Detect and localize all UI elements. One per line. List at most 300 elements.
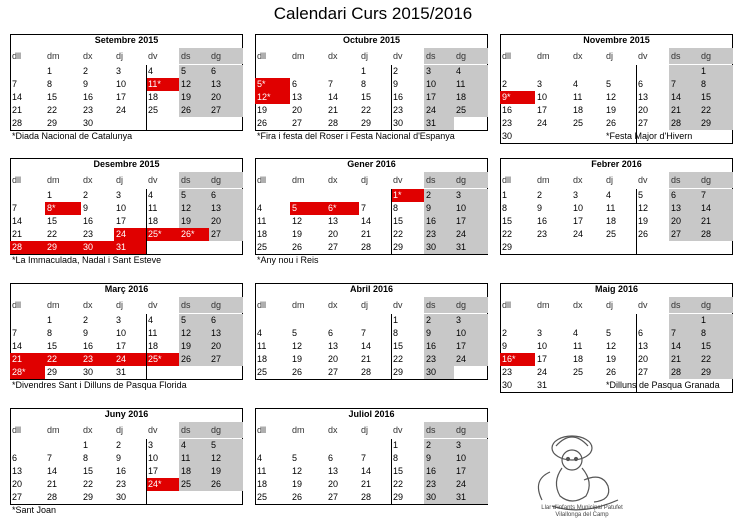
day-cell [179,366,209,379]
weekday-header: dm [47,51,60,61]
weekday-header: ds [669,48,699,64]
day-cell [326,439,359,452]
day-cell: 15 [83,466,94,476]
day-cell: 7 [12,203,18,213]
day-cell: 15 [393,216,404,226]
month-name: Març 2016 [104,284,149,294]
day-cell: 22 [393,479,404,489]
day-cell: 4 [148,66,154,76]
day-cell: 12 [606,341,617,351]
day-cell [209,117,243,130]
day-cell: 3 [454,439,488,452]
day-cell: 7 [669,327,699,340]
day-cell: 12 [292,466,303,476]
day-cell: 30 [502,380,513,390]
day-cell: 18 [606,216,617,226]
weekday-header: dv [393,51,403,61]
day-cell: 21 [328,105,339,115]
day-cell: 25 [148,105,159,115]
day-cell: 26 [638,229,649,239]
day-cell: 12 [638,203,649,213]
day-cell: 27 [292,118,303,128]
weekday-header: dj [116,300,124,310]
day-cell: 28 [669,117,699,130]
day-cell: 21 [669,104,699,117]
day-cell: 9 [537,203,543,213]
day-cell [114,117,146,130]
weekday-header: dj [606,51,614,61]
day-cell: 20 [209,91,243,104]
logo-caption: Llar d'infants Municipal Patufet [541,505,623,511]
day-cell: 9 [83,203,89,213]
day-cell: 24 [424,104,454,117]
day-cell: 2 [502,328,508,338]
day-cell: 8 [83,453,89,463]
day-cell: 7 [361,203,367,213]
weekday-header: dll [257,425,267,435]
weekday-header: dx [83,175,93,185]
day-cell: 10 [116,328,127,338]
day-cell: 16 [83,216,94,226]
day-cell: 1 [699,65,733,78]
day-cell [500,65,535,78]
day-cell: 4 [148,315,154,325]
day-cell: 12 [606,92,617,102]
day-cell: 1 [393,440,399,450]
day-cell: 31 [454,241,488,254]
day-cell: 29 [393,242,404,252]
day-cell: 16 [116,466,127,476]
day-cell [179,491,209,504]
weekday-header: dv [148,175,158,185]
weekday-header: dg [209,297,243,313]
day-cell: 18 [179,465,209,478]
day-cell: 23 [502,118,513,128]
day-cell [179,117,209,130]
day-cell: 29 [502,242,513,252]
weekday-header: dm [537,300,550,310]
day-cell: 26 [606,118,617,128]
day-cell: 20 [209,215,243,228]
day-cell [10,65,45,78]
weekday-header: dx [83,51,93,61]
day-cell: 3 [424,65,454,78]
day-cell: 11 [257,216,267,226]
day-cell [359,439,391,452]
day-cell: 1* [391,189,424,202]
weekday-header: dv [638,175,648,185]
day-cell: 12 [292,341,303,351]
column-separator [146,189,147,254]
day-cell: 30 [83,118,94,128]
day-cell: 28 [10,241,45,254]
day-cell: 25* [146,228,179,241]
month-note: *Divendres Sant i Dilluns de Pasqua Florida [12,380,187,390]
day-cell: 8 [699,327,733,340]
day-cell: 10 [454,452,488,465]
day-cell: 6 [209,314,243,327]
day-cell: 20 [328,479,339,489]
day-cell: 3 [573,190,579,200]
day-cell: 20 [328,229,339,239]
month-note: *Dilluns de Pasqua Granada [606,380,720,390]
day-cell: 29 [699,117,733,130]
day-cell: 18 [257,479,268,489]
day-cell: 16 [502,105,513,115]
day-cell: 8* [45,202,81,215]
day-cell: 14 [12,341,23,351]
day-cell: 30 [83,367,94,377]
weekday-header: dj [116,51,124,61]
day-cell: 1 [47,315,53,325]
day-cell: 24 [454,353,488,366]
day-cell: 17 [454,340,488,353]
weekday-header: ds [179,422,209,438]
weekday-header: dg [209,48,243,64]
day-cell [604,314,636,327]
day-cell: 14 [669,91,699,104]
weekday-header: dv [638,51,648,61]
day-cell: 20 [12,479,23,489]
day-cell: 6 [638,328,644,338]
day-cell: 25 [454,104,488,117]
day-cell: 21 [12,105,23,115]
day-cell: 3 [454,189,488,202]
day-cell: 13 [638,341,649,351]
weekday-header: dj [361,51,369,61]
day-cell: 23 [502,367,513,377]
day-cell [571,130,604,143]
day-cell: 19 [606,354,617,364]
day-cell: 4 [454,65,488,78]
day-cell: 25 [257,492,268,502]
day-cell: 29 [699,366,733,379]
day-cell: 13 [638,92,649,102]
day-cell: 27 [638,118,649,128]
day-cell: 12 [179,202,209,215]
day-cell: 18 [257,354,268,364]
day-cell: 10 [537,92,548,102]
day-cell: 1 [699,314,733,327]
day-cell: 2 [537,190,543,200]
day-cell: 10 [116,79,127,89]
day-cell: 23 [83,105,94,115]
day-cell: 28 [328,118,339,128]
weekday-header: dg [454,172,488,188]
day-cell: 16 [83,341,94,351]
day-cell: 10 [454,202,488,215]
day-cell [359,314,391,327]
day-cell: 20 [209,340,243,353]
day-cell: 17 [537,354,548,364]
day-cell [290,65,326,78]
day-cell: 31 [114,241,146,254]
weekday-header: dll [12,175,22,185]
day-cell: 4 [148,190,154,200]
day-cell: 23 [537,229,548,239]
weekday-header: dll [502,300,512,310]
day-cell: 16 [424,465,454,478]
day-cell: 5 [292,328,298,338]
day-cell: 9 [83,79,89,89]
day-cell: 23 [83,229,94,239]
day-cell: 6* [326,202,359,215]
day-cell: 11 [454,78,488,91]
day-cell [290,189,326,202]
day-cell: 2 [83,315,89,325]
day-cell: 11 [573,341,583,351]
day-cell: 27 [328,492,339,502]
day-cell: 14 [328,92,339,102]
day-cell: 13 [209,78,243,91]
column-separator [391,189,392,254]
weekday-header: dg [454,422,488,438]
weekday-header: dm [292,300,305,310]
day-cell: 26 [209,478,243,491]
weekday-header: ds [424,297,454,313]
month-note: *Festa Major d'Hivern [606,131,693,141]
day-cell: 30 [424,491,454,504]
day-cell: 11 [606,203,616,213]
weekday-header: dx [328,425,338,435]
day-cell: 28 [669,366,699,379]
weekday-header: dg [699,297,733,313]
day-cell: 23 [424,228,454,241]
day-cell: 7 [12,79,18,89]
day-cell [500,314,535,327]
day-cell: 9 [502,341,508,351]
weekday-header: ds [179,297,209,313]
day-cell: 14 [699,202,733,215]
weekday-header: dv [148,51,158,61]
day-cell [146,117,179,130]
column-separator [391,439,392,504]
day-cell: 21 [669,353,699,366]
day-cell [326,189,359,202]
day-cell: 20 [292,105,303,115]
day-cell: 11* [146,78,179,91]
weekday-header: dx [83,425,93,435]
day-cell: 5 [606,79,612,89]
day-cell: 10 [116,203,127,213]
day-cell: 2 [424,314,454,327]
weekday-header: ds [179,48,209,64]
day-cell: 18 [573,354,584,364]
weekday-header: dm [292,425,305,435]
day-cell: 29 [47,118,58,128]
day-cell: 26 [606,367,617,377]
weekday-header: dj [606,175,614,185]
logo-subcaption: Vilallonga del Camp [555,512,609,518]
day-cell [255,314,290,327]
day-cell [209,366,243,379]
weekday-header: dj [606,300,614,310]
day-cell: 2 [502,79,508,89]
day-cell: 4 [257,328,263,338]
day-cell: 19 [606,105,617,115]
day-cell: 26 [257,118,268,128]
day-cell: 30 [424,241,454,254]
day-cell: 11 [179,452,209,465]
day-cell [179,241,209,254]
day-cell: 17 [537,105,548,115]
day-cell: 18 [454,91,488,104]
day-cell: 24 [116,105,127,115]
column-separator [146,65,147,130]
day-cell: 5 [179,189,209,202]
month-note: *Fira i festa del Roser i Festa Nacional d'Espanya [257,131,455,141]
weekday-header: dm [47,175,60,185]
weekday-header: dm [292,51,305,61]
day-cell: 26 [292,492,303,502]
day-cell: 9* [500,91,535,104]
day-cell: 28 [699,228,733,241]
day-cell: 31 [116,367,127,377]
day-cell [535,130,571,143]
weekday-header: dll [502,51,512,61]
weekday-header: dm [537,51,550,61]
day-cell: 18 [148,216,159,226]
day-cell: 15 [699,91,733,104]
day-cell [255,439,290,452]
day-cell: 28 [361,242,372,252]
day-cell: 7 [669,78,699,91]
day-cell: 8 [393,203,399,213]
day-cell: 14 [12,216,23,226]
day-cell: 7 [12,328,18,338]
day-cell: 18 [257,229,268,239]
day-cell [209,241,243,254]
day-cell: 7 [47,453,53,463]
day-cell: 21 [12,229,23,239]
day-cell: 14 [361,341,372,351]
day-cell: 5 [179,65,209,78]
day-cell [636,241,669,254]
day-cell: 17 [573,216,584,226]
day-cell: 8 [393,328,399,338]
day-cell: 15 [393,341,404,351]
day-cell: 12 [179,327,209,340]
day-cell: 8 [502,203,508,213]
weekday-header: dll [12,51,22,61]
month-name: Novembre 2015 [583,35,650,45]
day-cell: 25 [257,367,268,377]
day-cell: 13 [669,202,699,215]
day-cell: 28 [12,118,23,128]
day-cell: 22 [47,105,58,115]
weekday-header: dv [148,425,158,435]
day-cell: 3 [116,190,122,200]
day-cell: 3 [148,440,154,450]
day-cell: 15 [699,340,733,353]
day-cell: 25 [606,229,617,239]
day-cell: 8 [47,79,53,89]
day-cell: 19 [209,465,243,478]
day-cell: 25 [573,367,584,377]
day-cell: 21 [361,354,372,364]
day-cell: 20 [328,354,339,364]
day-cell: 7 [328,79,334,89]
day-cell: 3 [116,315,122,325]
day-cell: 28* [10,366,45,379]
day-cell: 27 [12,492,23,502]
day-cell [535,65,571,78]
day-cell: 28 [361,367,372,377]
day-cell: 30 [393,118,404,128]
weekday-header: dj [116,175,124,185]
day-cell: 19 [257,105,268,115]
day-cell: 2 [424,439,454,452]
weekday-header: dg [209,172,243,188]
day-cell: 24 [537,118,548,128]
day-cell [604,241,636,254]
day-cell [604,65,636,78]
month-note: *Sant Joan [12,505,57,515]
weekday-header: ds [424,48,454,64]
month-note: *Any nou i Reis [257,255,319,265]
day-cell: 26* [179,228,209,241]
month-name: Gener 2016 [347,159,396,169]
day-cell: 3 [454,314,488,327]
day-cell: 11 [148,328,158,338]
day-cell: 10 [454,327,488,340]
day-cell: 19 [638,216,649,226]
day-cell: 1 [361,66,367,76]
day-cell: 10 [424,78,454,91]
weekday-header: ds [179,172,209,188]
weekday-header: dll [257,51,267,61]
day-cell: 5 [209,439,243,452]
day-cell [326,314,359,327]
day-cell: 16* [500,353,535,366]
day-cell: 6 [209,189,243,202]
weekday-header: dv [393,425,403,435]
weekday-header: dx [573,51,583,61]
day-cell [45,439,81,452]
day-cell: 2 [83,66,89,76]
day-cell: 19 [292,229,303,239]
day-cell: 6 [12,453,18,463]
day-cell: 13 [209,327,243,340]
day-cell: 6 [328,453,334,463]
day-cell: 25 [573,118,584,128]
day-cell: 23 [81,353,114,366]
day-cell: 13 [328,341,339,351]
day-cell: 17 [148,466,159,476]
day-cell: 24 [537,367,548,377]
day-cell: 11 [573,92,583,102]
weekday-header: dm [47,300,60,310]
day-cell: 1 [393,315,399,325]
day-cell: 21 [361,479,372,489]
day-cell: 29 [361,118,372,128]
weekday-header: dj [116,425,124,435]
day-cell: 8 [393,453,399,463]
day-cell: 27 [209,104,243,117]
day-cell: 21 [361,229,372,239]
weekday-header: dj [361,300,369,310]
day-cell: 22 [47,229,58,239]
day-cell [255,65,290,78]
day-cell: 13 [12,466,23,476]
day-cell: 24 [454,228,488,241]
day-cell: 5 [606,328,612,338]
day-cell: 16 [393,92,404,102]
day-cell: 10 [537,341,548,351]
day-cell: 31 [424,117,454,130]
day-cell: 20 [638,105,649,115]
day-cell: 2 [424,189,454,202]
